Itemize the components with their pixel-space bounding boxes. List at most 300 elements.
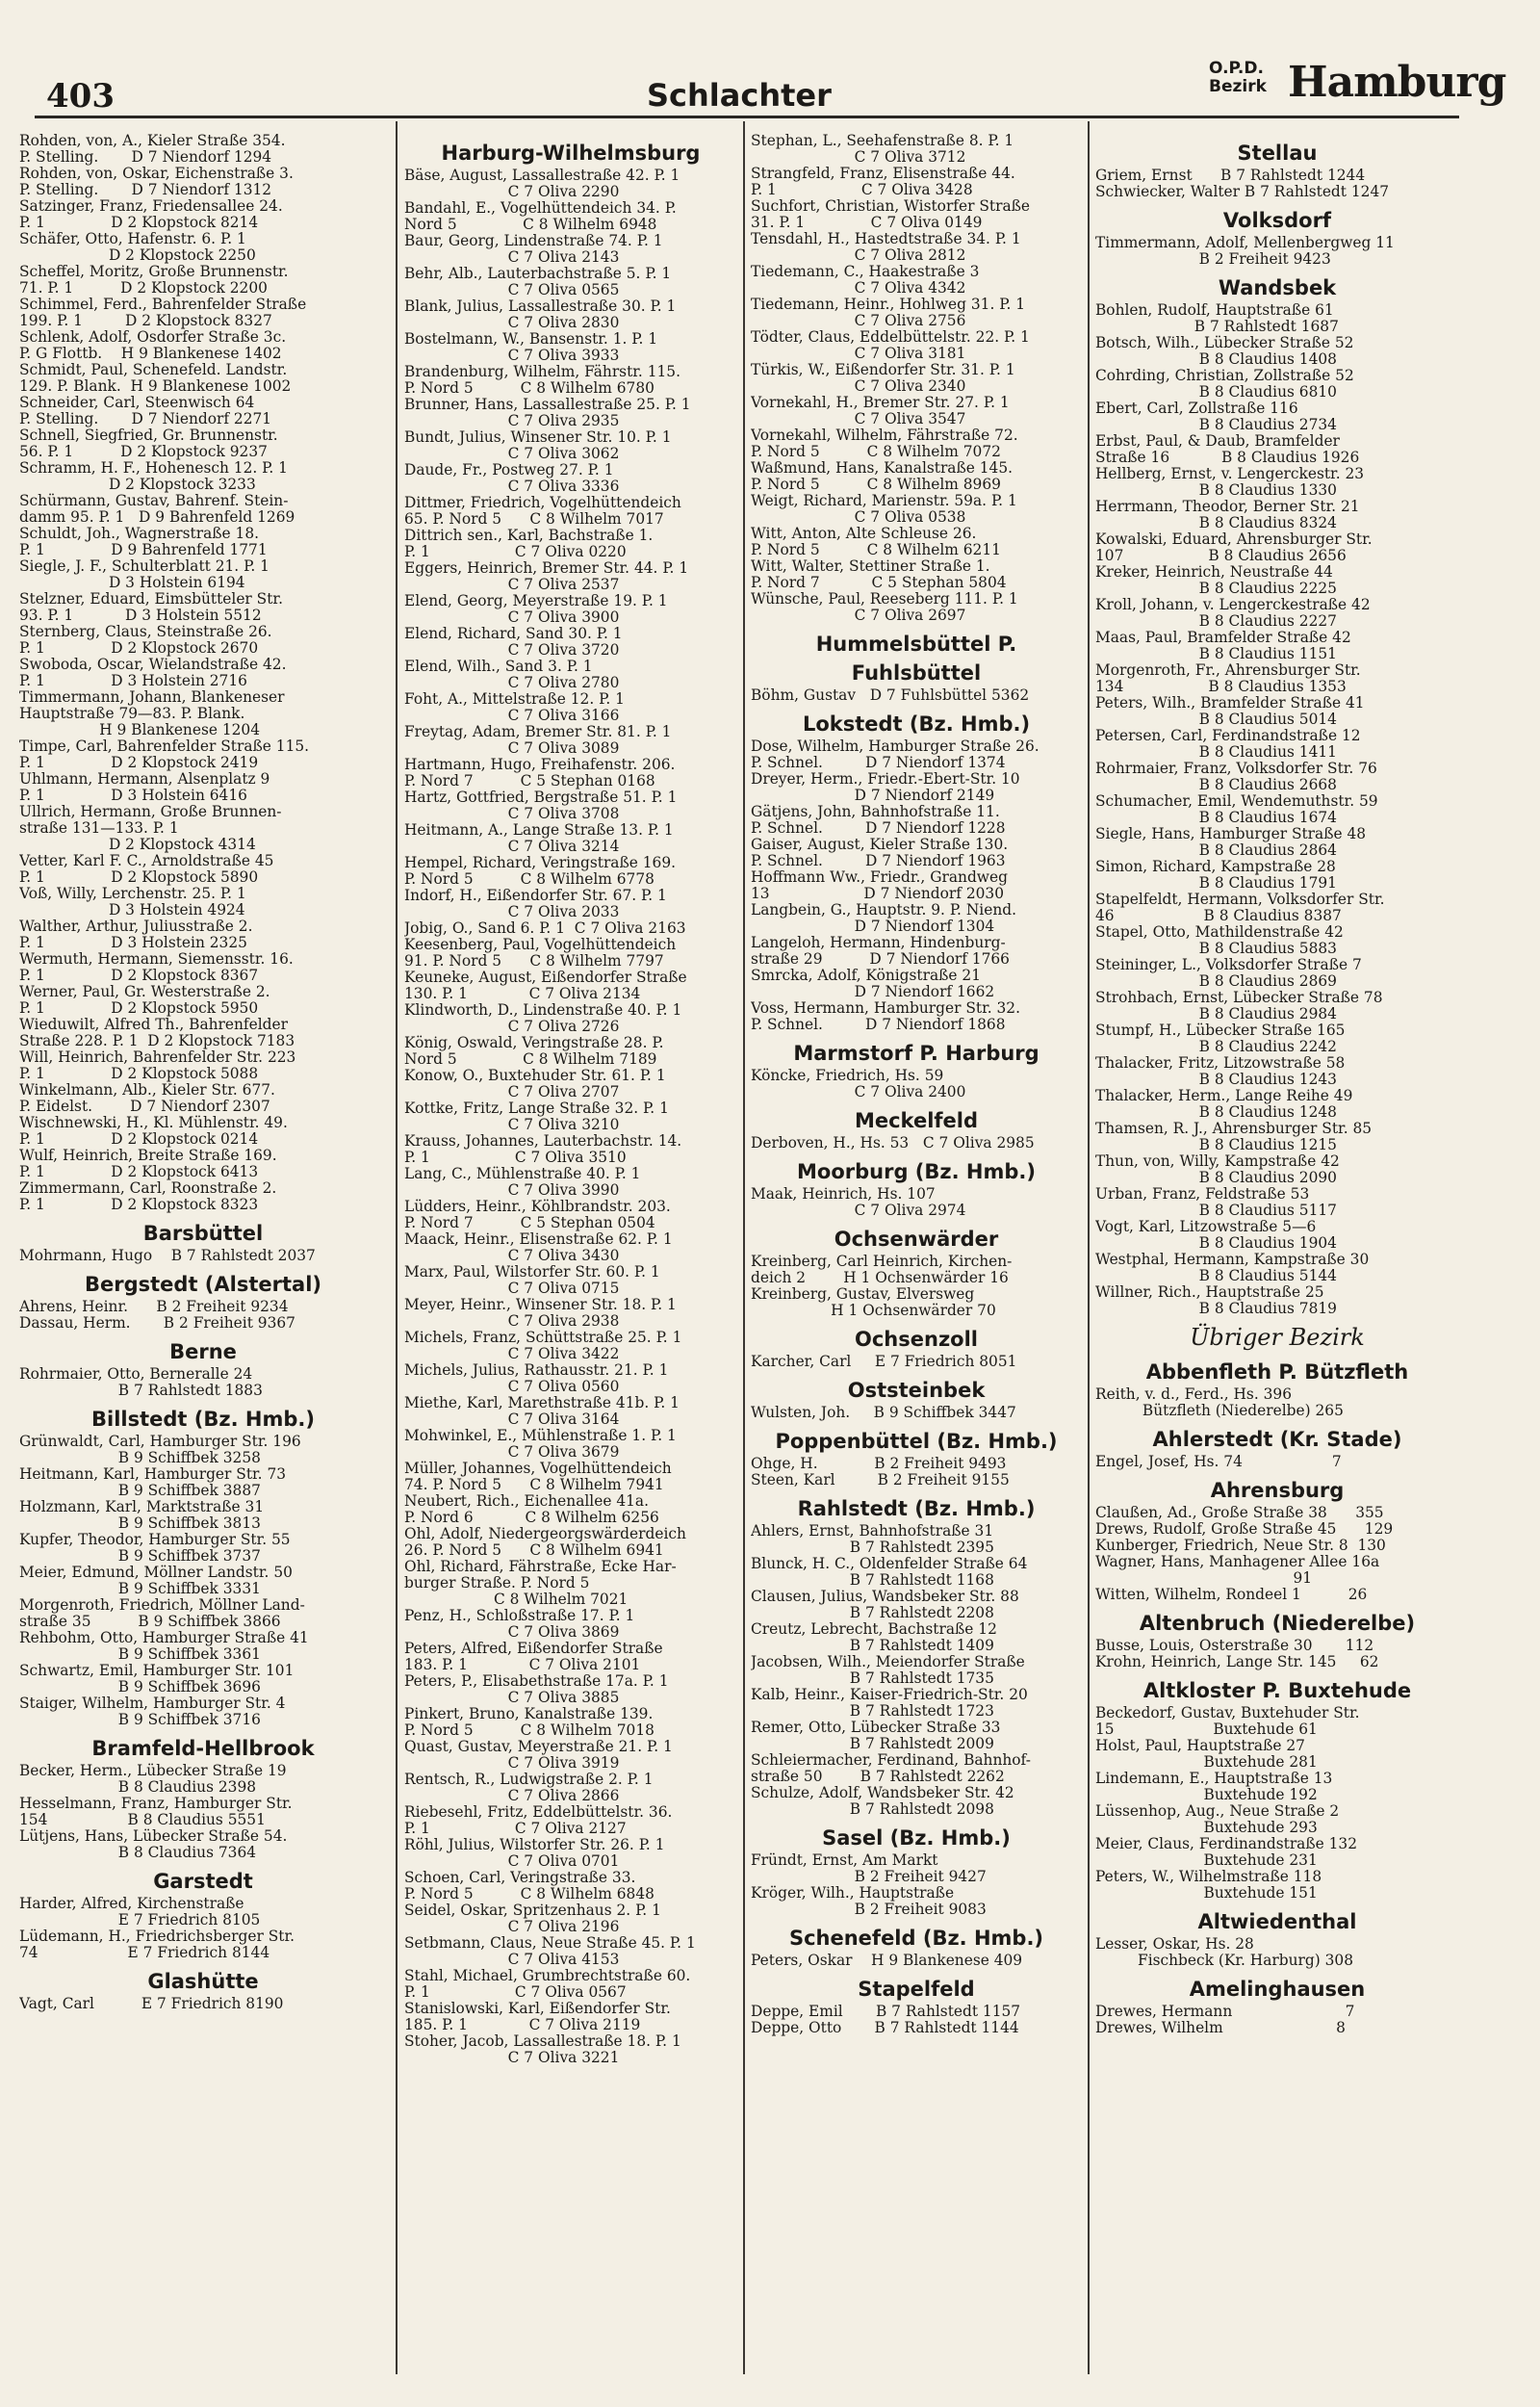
opd-label	[1209, 60, 1267, 96]
directory-entry	[751, 1687, 1082, 1720]
entry-line: Dreyer, Herm., Friedr.-Ebert-Str. 10	[751, 771, 1020, 788]
directory-entry	[751, 968, 1082, 1000]
entry-line: straße 35 B 9 Schiffbek 3866	[19, 1614, 281, 1630]
directory-entry	[404, 1559, 737, 1608]
entry-line: Jobig, O., Sand 6. P. 1 C 7 Oliva 2163	[404, 920, 686, 937]
entry-line: Dose, Wilhelm, Hamburger Straße 26.	[751, 738, 1040, 755]
entry-line: B 8 Claudius 7364	[19, 1845, 257, 1861]
section-heading: Harburg-Wilhelmsburg	[441, 142, 701, 165]
directory-column-4	[1095, 133, 1459, 2036]
entry-line: B 8 Claudius 2090	[1095, 1170, 1337, 1186]
entry-line: Keuneke, August, Eißendorfer Straße	[404, 970, 687, 986]
entry-line: Buxtehude 231	[1095, 1852, 1318, 1869]
directory-entry	[404, 1673, 737, 1706]
entry-line: Drewes, Wilhelm 8	[1095, 2020, 1346, 2036]
entry-line: 93. P. 1 D 3 Holstein 5512	[19, 608, 262, 624]
directory-entry	[404, 1035, 737, 1068]
entry-line: Buxtehude 293	[1095, 1820, 1318, 1836]
entry-line: C 7 Oliva 2938	[404, 1313, 620, 1330]
entry-line: Timpe, Carl, Bahrenfelder Straße 115.	[19, 738, 310, 755]
entry-line: Schwiecker, Walter B 7 Rahlstedt 1247	[1095, 184, 1390, 200]
directory-entry	[404, 397, 737, 429]
entry-line: B 8 Claudius 1411	[1095, 744, 1337, 761]
directory-section	[19, 1867, 387, 1961]
entry-line: B 8 Claudius 1408	[1095, 351, 1337, 368]
entry-line: Schleiermacher, Ferdinand, Bahnhof-	[751, 1752, 1031, 1769]
directory-entry	[751, 1752, 1082, 1785]
entry-line: B 7 Rahlstedt 1883	[19, 1383, 263, 1399]
directory-entry	[1095, 1219, 1459, 1252]
directory-column-2	[404, 133, 737, 2066]
directory-entry	[1095, 1022, 1459, 1055]
entry-line: Timmermann, Adolf, Mellenbergweg 11	[1095, 235, 1395, 251]
entry-line: C 7 Oliva 2780	[404, 675, 620, 691]
entry-line: C 7 Oliva 2974	[751, 1203, 966, 1219]
entry-line: P. 1 C 7 Oliva 2127	[404, 1821, 627, 1837]
entry-line: Botsch, Wilh., Lübecker Straße 52	[1095, 335, 1354, 351]
entry-line: Freytag, Adam, Bremer Str. 81. P. 1	[404, 724, 672, 740]
entry-line: Foht, A., Mittelstraße 12. P. 1	[404, 691, 625, 708]
entry-line: Smrcka, Adolf, Königstraße 21	[751, 968, 982, 984]
entry-line: Urban, Franz, Feldstraße 53	[1095, 1186, 1310, 1203]
entry-line: 134 B 8 Claudius 1353	[1095, 679, 1347, 695]
entry-line: P. 1 D 2 Klopstock 5088	[19, 1066, 259, 1082]
entry-line: C 7 Oliva 3210	[404, 1117, 620, 1133]
entry-line: C 7 Oliva 3933	[404, 348, 620, 364]
directory-entry	[404, 462, 737, 495]
directory-entry	[404, 560, 737, 593]
directory-entry	[751, 231, 1082, 264]
directory-entry	[751, 1621, 1082, 1654]
directory-entry	[19, 1996, 387, 2012]
directory-entry	[1095, 2004, 1459, 2020]
entry-line: Elend, Wilh., Sand 3. P. 1	[404, 659, 593, 675]
section-heading: Billstedt (Bz. Hmb.)	[91, 1408, 315, 1431]
directory-section	[751, 630, 1082, 704]
entry-line: P. Schnel. D 7 Niendorf 1374	[751, 755, 1006, 771]
entry-line: Becker, Herm., Lübecker Straße 19	[19, 1763, 287, 1779]
entry-line: Suchfort, Christian, Wistorfer Straße	[751, 198, 1031, 215]
entry-line: Konow, O., Buxtehuder Str. 61. P. 1	[404, 1068, 666, 1084]
directory-entry	[751, 1785, 1082, 1818]
entry-line: C 7 Oliva 3181	[751, 346, 966, 362]
directory-entry	[1095, 1654, 1459, 1670]
entry-line: B 9 Schiffbek 3361	[19, 1646, 261, 1663]
directory-entry	[404, 789, 737, 822]
entry-line: Stapel, Otto, Mathildenstraße 42	[1095, 924, 1344, 941]
entry-line: Kowalski, Eduard, Ahrensburger Str.	[1095, 531, 1373, 548]
entry-line: Schürmann, Gustav, Bahrenf. Stein-	[19, 493, 289, 509]
entry-line: B 8 Claudius 1151	[1095, 646, 1337, 662]
entry-line: P. 1 C 7 Oliva 0567	[404, 1984, 627, 2001]
entry-line: C 7 Oliva 3869	[404, 1624, 620, 1641]
entry-line: Türkis, W., Eißendorfer Str. 31. P. 1	[751, 362, 1015, 378]
entry-line: C 7 Oliva 3679	[404, 1444, 620, 1461]
directory-entry	[404, 1002, 737, 1035]
directory-entry	[1095, 1088, 1459, 1121]
directory-entry	[19, 133, 387, 166]
entry-line: Kreker, Heinrich, Neustraße 44	[1095, 564, 1333, 581]
entry-line: Erbst, Paul, & Daub, Bramfelder	[1095, 433, 1340, 450]
entry-line: Ohl, Richard, Fährstraße, Ecke Har-	[404, 1559, 677, 1575]
directory-entry	[404, 1133, 737, 1166]
directory-entry	[751, 395, 1082, 427]
entry-line: P. 1 D 3 Holstein 2325	[19, 935, 247, 951]
directory-section	[1095, 1358, 1459, 1419]
entry-line: Straße 16 B 8 Claudius 1926	[1095, 450, 1360, 466]
entry-line: C 7 Oliva 4342	[751, 280, 966, 297]
entry-line: 185. P. 1 C 7 Oliva 2119	[404, 2017, 641, 2033]
entry-line: Schwartz, Emil, Hamburger Str. 101	[19, 1663, 295, 1679]
entry-line: Steininger, L., Volksdorfer Straße 7	[1095, 957, 1362, 973]
entry-line: deich 2 H 1 Ochsenwärder 16	[751, 1270, 1009, 1286]
entry-line: Nord 5 C 8 Wilhelm 7189	[404, 1051, 657, 1068]
entry-line: Peters, Wilh., Bramfelder Straße 41	[1095, 695, 1365, 712]
directory-entry	[404, 626, 737, 659]
entry-line: Rentsch, R., Ludwigstraße 2. P. 1	[404, 1772, 654, 1788]
directory-entry	[751, 264, 1082, 297]
directory-section	[1095, 1609, 1459, 1670]
directory-section	[1095, 1676, 1459, 1902]
entry-line: Satzinger, Franz, Friedensallee 24.	[19, 198, 283, 215]
entry-line: Blunck, H. C., Oldenfelder Straße 64	[751, 1556, 1028, 1572]
entry-line: Indorf, H., Eißendorfer Str. 67. P. 1	[404, 888, 667, 904]
entry-line: B 8 Claudius 2734	[1095, 417, 1337, 433]
entry-line: Westphal, Hermann, Kampstraße 30	[1095, 1252, 1370, 1268]
entry-line: Heitmann, A., Lange Straße 13. P. 1	[404, 822, 674, 839]
directory-entry	[751, 1953, 1082, 1969]
entry-line: P. Nord 5 C 8 Wilhelm 7072	[751, 444, 1001, 460]
directory-section	[1095, 206, 1459, 268]
directory-entry	[751, 362, 1082, 395]
entry-line: B 8 Claudius 2225	[1095, 581, 1337, 597]
entry-line: Stoher, Jacob, Lassallestraße 18. P. 1	[404, 2033, 681, 2050]
entry-line: C 7 Oliva 3062	[404, 446, 620, 462]
directory-section	[19, 1967, 387, 2012]
entry-line: B 7 Rahlstedt 1723	[751, 1703, 994, 1720]
directory-entry	[19, 771, 387, 804]
entry-line: C 7 Oliva 3089	[404, 740, 620, 757]
entry-line: Klindworth, D., Lindenstraße 40. P. 1	[404, 1002, 682, 1019]
directory-entry	[1095, 1153, 1459, 1186]
entry-line: Deppe, Emil B 7 Rahlstedt 1157	[751, 2004, 1021, 2020]
directory-entry	[19, 1928, 387, 1961]
entry-line: Elend, Richard, Sand 30. P. 1	[404, 626, 623, 642]
entry-line: Weigt, Richard, Marienstr. 59a. P. 1	[751, 493, 1017, 509]
entry-line: 107 B 8 Claudius 2656	[1095, 548, 1347, 564]
directory-entry	[1095, 499, 1459, 531]
section-heading: Glashütte	[147, 1970, 259, 1993]
directory-entry	[19, 264, 387, 297]
entry-line: Baur, Georg, Lindenstraße 74. P. 1	[404, 233, 663, 249]
entry-line: Winkelmann, Alb., Kieler Str. 677.	[19, 1082, 275, 1099]
directory-entry	[1095, 892, 1459, 924]
entry-line: D 7 Niendorf 1304	[751, 919, 995, 935]
directory-entry	[404, 233, 737, 266]
entry-line: C 7 Oliva 2756	[751, 313, 966, 329]
entry-line: C 7 Oliva 3430	[404, 1248, 620, 1264]
directory-entry	[751, 687, 1082, 704]
entry-line: Hauptstraße 79—83. P. Blank.	[19, 706, 245, 722]
directory-entry	[1095, 859, 1459, 892]
entry-line: Drewes, Hermann 7	[1095, 2004, 1355, 2020]
entry-line: C 7 Oliva 3166	[404, 708, 620, 724]
entry-line: Schuldt, Joh., Wagnerstraße 18.	[19, 526, 260, 542]
directory-entry	[751, 297, 1082, 329]
entry-line: Thalacker, Herm., Lange Reihe 49	[1095, 1088, 1353, 1104]
entry-line: Stahl, Michael, Grumbrechtstraße 60.	[404, 1968, 691, 1984]
entry-line: D 2 Klopstock 2250	[19, 247, 256, 264]
entry-line: Stelzner, Eduard, Eimsbütteler Str.	[19, 591, 283, 608]
directory-entry	[1095, 368, 1459, 401]
entry-line: Holst, Paul, Hauptstraße 27	[1095, 1738, 1305, 1754]
entry-line: Keesenberg, Paul, Vogelhüttendeich	[404, 937, 677, 953]
entry-line: Bäse, August, Lassallestraße 42. P. 1	[404, 168, 680, 184]
directory-entry	[751, 1654, 1082, 1687]
entry-line: C 7 Oliva 3919	[404, 1755, 620, 1772]
entry-line: Elend, Georg, Meyerstraße 19. P. 1	[404, 593, 668, 609]
section-heading: Sasel (Bz. Hmb.)	[822, 1826, 1011, 1850]
directory-entry	[404, 1461, 737, 1493]
directory-entry	[404, 822, 737, 855]
directory-section	[751, 1924, 1082, 1969]
entry-line: C 7 Oliva 2707	[404, 1084, 620, 1100]
directory-entry	[19, 657, 387, 689]
entry-line: Busse, Louis, Osterstraße 30 112	[1095, 1638, 1374, 1654]
directory-entry	[19, 1082, 387, 1115]
directory-entry	[751, 1405, 1082, 1421]
entry-line: C 7 Oliva 2697	[751, 608, 966, 624]
entry-line: C 7 Oliva 4153	[404, 1952, 620, 1968]
entry-line: Sternberg, Claus, Steinstraße 26.	[19, 624, 272, 640]
directory-entry	[751, 1186, 1082, 1219]
entry-line: C 7 Oliva 2340	[751, 378, 966, 395]
directory-entry	[19, 853, 387, 886]
directory-entry	[751, 166, 1082, 198]
entry-line: Maak, Heinrich, Hs. 107	[751, 1186, 936, 1203]
directory-entry	[751, 1589, 1082, 1621]
section-heading: Oststeinbek	[847, 1379, 986, 1402]
directory-entry	[19, 427, 387, 460]
directory-entry	[19, 460, 387, 493]
directory-section	[751, 710, 1082, 1033]
section-heading: Altenbruch (Niederelbe)	[1139, 1612, 1416, 1635]
entry-line: B 8 Claudius 8324	[1095, 515, 1337, 531]
entry-line: 31. P. 1 C 7 Oliva 0149	[751, 215, 983, 231]
section-heading: Stapelfeld	[858, 1978, 975, 2001]
directory-entry	[404, 1968, 737, 2001]
entry-line: 46 B 8 Claudius 8387	[1095, 908, 1342, 924]
entry-line: B 8 Claudius 5883	[1095, 941, 1337, 957]
entry-line: Dassau, Herm. B 2 Freiheit 9367	[19, 1315, 295, 1332]
directory-entry	[751, 1000, 1082, 1033]
entry-line: B 2 Freiheit 9423	[1095, 251, 1331, 268]
directory-entry	[1095, 401, 1459, 433]
entry-line: 183. P. 1 C 7 Oliva 2101	[404, 1657, 641, 1673]
page-header	[0, 0, 1540, 116]
directory-entry	[19, 1695, 387, 1728]
opd-line: O.P.D.	[1209, 59, 1264, 78]
entry-line: burger Straße. P. Nord 5	[404, 1575, 590, 1592]
directory-entry	[19, 493, 387, 526]
directory-entry	[1095, 761, 1459, 793]
entry-line: 199. P. 1 D 2 Klopstock 8327	[19, 313, 272, 329]
entry-line: Meier, Claus, Ferdinandstraße 132	[1095, 1836, 1358, 1852]
entry-line: P. 1 D 2 Klopstock 0214	[19, 1131, 259, 1148]
directory-entry	[19, 689, 387, 738]
entry-line: Drews, Rudolf, Große Straße 45 129	[1095, 1521, 1394, 1538]
directory-section	[19, 1337, 387, 1399]
entry-line: D 7 Niendorf 2149	[751, 788, 995, 804]
entry-line: B 8 Claudius 1674	[1095, 810, 1337, 826]
column-divider	[743, 121, 745, 2374]
directory-entry	[1095, 1869, 1459, 1902]
directory-entry	[1095, 1284, 1459, 1317]
entry-line: P. 1 D 2 Klopstock 5950	[19, 1000, 259, 1017]
entry-line: Rohden, von, A., Kieler Straße 354.	[19, 133, 286, 149]
directory-entry	[19, 1115, 387, 1148]
entry-line: Hartmann, Hugo, Freihafenstr. 206.	[404, 757, 676, 773]
directory-entry	[404, 1902, 737, 1935]
section-heading: Volksdorf	[1222, 209, 1332, 232]
entry-line: Buxtehude 281	[1095, 1754, 1318, 1771]
entry-line: D 7 Niendorf 1662	[751, 984, 995, 1000]
entry-line: Dittrich sen., Karl, Bachstraße 1.	[404, 528, 654, 544]
directory-entry	[404, 1837, 737, 1870]
entry-line: Voss, Hermann, Hamburger Str. 32.	[751, 1000, 1020, 1017]
entry-line: B 8 Claudius 1248	[1095, 1104, 1337, 1121]
entry-line: C 7 Oliva 2196	[404, 1919, 620, 1935]
directory-section	[751, 1039, 1082, 1100]
entry-line: Maack, Heinr., Elisenstraße 62. P. 1	[404, 1231, 673, 1248]
entry-line: P. Schnel. D 7 Niendorf 1963	[751, 853, 1006, 869]
entry-line: Peters, Alfred, Eißendorfer Straße	[404, 1641, 663, 1657]
entry-line: H 1 Ochsenwärder 70	[751, 1303, 996, 1319]
directory-entry	[404, 1395, 737, 1428]
directory-entry	[751, 869, 1082, 902]
directory-entry	[19, 1434, 387, 1466]
entry-line: Schnell, Siegfried, Gr. Brunnenstr.	[19, 427, 278, 444]
entry-line: Ullrich, Hermann, Große Brunnen-	[19, 804, 282, 820]
entry-line: Köncke, Friedrich, Hs. 59	[751, 1068, 944, 1084]
entry-line: B 8 Claudius 2668	[1095, 777, 1337, 793]
entry-line: C 7 Oliva 2400	[751, 1084, 966, 1100]
directory-entry	[19, 1315, 387, 1332]
directory-entry	[751, 1254, 1082, 1286]
section-heading: Moorburg (Bz. Hmb.)	[797, 1160, 1036, 1183]
entry-line: Röhl, Julius, Wilstorfer Str. 26. P. 1	[404, 1837, 665, 1853]
entry-line: Remer, Otto, Lübecker Straße 33	[751, 1720, 1001, 1736]
entry-line: P. Stelling. D 7 Niendorf 1312	[19, 182, 272, 198]
entry-line: Brandenburg, Wilhelm, Fährstr. 115.	[404, 364, 680, 380]
directory-entry	[404, 168, 737, 200]
entry-line: P. 1 D 2 Klopstock 2670	[19, 640, 259, 657]
entry-line: Timmermann, Johann, Blankeneser	[19, 689, 285, 706]
entry-line: 130. P. 1 C 7 Oliva 2134	[404, 986, 641, 1002]
directory-section	[1095, 139, 1459, 200]
entry-line: Langeloh, Hermann, Hindenburg-	[751, 935, 1006, 951]
entry-line: Kunberger, Friedrich, Neue Str. 8 130	[1095, 1538, 1386, 1554]
section-heading: Bergstedt (Alstertal)	[85, 1273, 321, 1296]
entry-line: Scheffel, Moritz, Große Brunnenstr.	[19, 264, 289, 280]
entry-line: P. Nord 5 C 8 Wilhelm 6848	[404, 1886, 654, 1902]
entry-line: Behr, Alb., Lauterbachstraße 5. P. 1	[404, 266, 672, 282]
entry-line: Maas, Paul, Bramfelder Straße 42	[1095, 630, 1351, 646]
entry-line: Schlenk, Adolf, Osdorfer Straße 3c.	[19, 329, 287, 346]
directory-section	[751, 133, 1082, 624]
entry-line: Rohden, von, Oskar, Eichenstraße 3.	[19, 166, 294, 182]
directory-section	[751, 1427, 1082, 1488]
entry-line: D 2 Klopstock 3233	[19, 477, 256, 493]
entry-line: C 7 Oliva 0715	[404, 1281, 620, 1297]
directory-entry	[751, 1472, 1082, 1488]
entry-line: 65. P. Nord 5 C 8 Wilhelm 7017	[404, 511, 664, 528]
directory-entry	[404, 970, 737, 1002]
directory-entry	[1095, 1252, 1459, 1284]
entry-line: Vornekahl, H., Bremer Str. 27. P. 1	[751, 395, 1010, 411]
entry-line: D 2 Klopstock 4314	[19, 837, 256, 853]
entry-line: Lindemann, E., Hauptstraße 13	[1095, 1771, 1333, 1787]
entry-line: Holzmann, Karl, Marktstraße 31	[19, 1499, 265, 1515]
directory-entry	[19, 198, 387, 231]
entry-line: C 7 Oliva 3990	[404, 1182, 620, 1199]
entry-line: Straße 228. P. 1 D 2 Klopstock 7183	[19, 1033, 295, 1049]
entry-line: B 9 Schiffbek 3258	[19, 1450, 261, 1466]
directory-entry	[751, 902, 1082, 935]
entry-line: B 8 Claudius 2869	[1095, 973, 1337, 990]
entry-line: Vogt, Karl, Litzowstraße 5—6	[1095, 1219, 1317, 1235]
directory-entry	[19, 919, 387, 951]
entry-line: P. Nord 7 C 5 Stephan 5804	[751, 575, 1007, 591]
entry-line: Vagt, Carl E 7 Friedrich 8190	[19, 1996, 284, 2012]
entry-line: Thalacker, Fritz, Litzowstraße 58	[1095, 1055, 1346, 1072]
section-heading: Ahlerstedt (Kr. Stade)	[1152, 1428, 1402, 1451]
directory-entry	[1095, 662, 1459, 695]
directory-entry	[1095, 302, 1459, 335]
directory-entry	[19, 984, 387, 1017]
entry-line: Voß, Willy, Lerchenstr. 25. P. 1	[19, 886, 246, 902]
entry-line: Pinkert, Bruno, Kanalstraße 139.	[404, 1706, 654, 1722]
entry-line: Gätjens, John, Bahnhofstraße 11.	[751, 804, 1000, 820]
directory-entry	[1095, 695, 1459, 728]
entry-line: B 8 Claudius 5014	[1095, 712, 1337, 728]
entry-line: Harder, Alfred, Kirchenstraße	[19, 1896, 244, 1912]
entry-line: B 8 Claudius 1791	[1095, 875, 1337, 892]
directory-section	[751, 1325, 1082, 1370]
entry-line: 74. P. Nord 5 C 8 Wilhelm 7941	[404, 1477, 664, 1493]
entry-line: Bohlen, Rudolf, Hauptstraße 61	[1095, 302, 1334, 319]
entry-line: Gaiser, August, Kieler Straße 130.	[751, 837, 1009, 853]
directory-entry	[404, 1739, 737, 1772]
entry-line: B 7 Rahlstedt 1735	[751, 1670, 994, 1687]
entry-line: Stephan, L., Seehafenstraße 8. P. 1	[751, 133, 1014, 149]
section-heading: Altwiedenthal	[1197, 1910, 1357, 1933]
section-heading: Poppenbüttel (Bz. Hmb.)	[775, 1430, 1058, 1453]
directory-section	[751, 1975, 1082, 2036]
entry-line: 56. P. 1 D 2 Klopstock 9237	[19, 444, 268, 460]
entry-line: Schoen, Carl, Veringstraße 33.	[404, 1870, 636, 1886]
directory-entry	[1095, 957, 1459, 990]
directory-entry	[751, 133, 1082, 166]
entry-line: Werner, Paul, Gr. Westerstraße 2.	[19, 984, 270, 1000]
directory-section	[751, 1157, 1082, 1219]
entry-line: Ahrens, Heinr. B 2 Freiheit 9234	[19, 1299, 289, 1315]
entry-line: Neubert, Rich., Eichenallee 41a.	[404, 1493, 649, 1510]
entry-line: Thun, von, Willy, Kampstraße 42	[1095, 1153, 1340, 1170]
entry-line: Strohbach, Ernst, Lübecker Straße 78	[1095, 990, 1383, 1006]
entry-line: Langbein, G., Hauptstr. 9. P. Niend.	[751, 902, 1016, 919]
entry-line: Schneider, Carl, Steenwisch 64	[19, 395, 255, 411]
